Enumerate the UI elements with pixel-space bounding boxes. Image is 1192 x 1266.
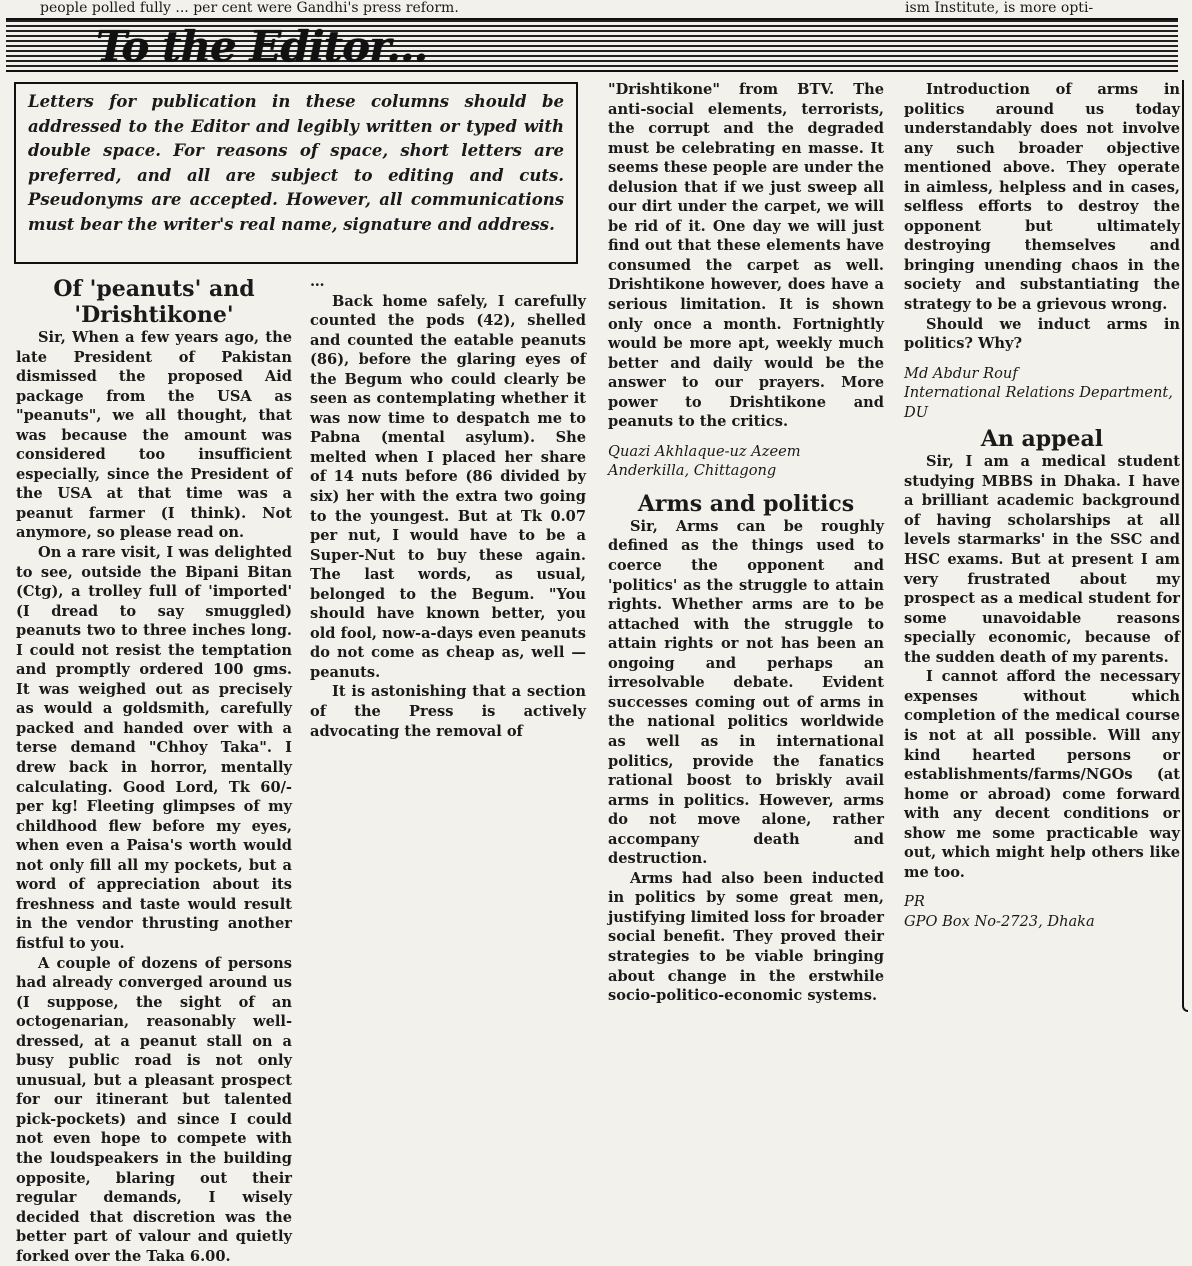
letter-paragraph: On a rare visit, I was delighted to see, outside the Bipani Bitan (Ctg), a trolley full of 'imported' (I dread to say smuggled) peanuts two to three inches long. I could not resist the temptation and promptly ordered 100 gms. It was weighed out as precisely as would a goldsmith, carefully packed and handed over with a terse demand "Chhoy Taka". I drew back in horror, mentally calculating. Good Lord, Tk 60/- per kg! Fleeting glimpses of my childhood flew before my eyes, when even a Paisa's worth would not only fill all my pockets, but a word of appreciation about its freshness and taste would result in the vendor thrusting another fistful to you.: [16, 544, 292, 952]
letter-paragraph: Introduction of arms in politics around us today understandably does not involve any such broader objective mentioned above. They operate in aimless, helpless and in cases, selfless efforts to destroy the opponent but ultimately destroying themselves and bringing unending chaos in the society and substantiating the strategy to be a grievous wrong.: [904, 81, 1180, 314]
letter-paragraph: Should we induct arms in politics? Why?: [904, 315, 1180, 353]
signature-place: Anderkilla, Chittagong: [608, 462, 777, 480]
signature-name: PR: [904, 893, 925, 911]
section-header-band: [6, 18, 1178, 72]
letter-paragraph: Sir, When a few years ago, the late President of Pakistan dismissed the proposed Aid package from the USA as "peanuts", we all thought, that was because the amount was considered too insufficient especially, since the President of the USA at that time was a peanut farmer (I think). Not anymore, so please read on.: [16, 329, 292, 542]
column-4: [904, 80, 1180, 931]
top-fragment-left: people polled fully ... per cent were Gandhi's press reform.: [40, 0, 459, 16]
previous-article-fragment: [0, 0, 1192, 17]
top-fragment-right: ism Institute, is more opti-: [905, 0, 1094, 16]
signature-name: Md Abdur Rouf: [904, 364, 1018, 382]
letter-paragraph: It is astonishing that a section of the Press is actively advocating the removal of: [310, 683, 586, 740]
column-3: [608, 80, 884, 1006]
letter-paragraph: A couple of dozens of persons had already converged around us (I suppose, the sight of an octogenarian, reasonably well-dressed, at a peanut stall on a busy public road is not only unusual, but a pleasant prospect for our itinerant but talented pick-pockets) and since I could not even hope to compete with the loudspeakers in the building opposite, blaring out their regular demands, I wisely decided that discretion was the better part of valour and quietly forked over the Taka 6.00.: [16, 954, 292, 1265]
letter-paragraph: Sir, I am a medical student studying MBBS in Dhaka. I have a brilliant academic background of having scholarships at all levels starmarks' in the SSC and HSC exams. But at present I am very frustrated about my prospect as a medical student for some unavoidable reasons specially economic, because of the sudden death of my parents.: [904, 453, 1180, 666]
letter-paragraph: Back home safely, I carefully counted the pods (42), shelled and counted the eatable peanuts (86), before the glaring eyes of the Begum who could clearly be seen as contemplating whether it was now time to despatch me to Pabna (mental asylum). She melted when I placed her share of 14 nuts before (86 divided by six) her with the extra two going to the youngest. But at Tk 0.07 per nut, I would have to be a Super-Nut to buy these again. The last words, as usual, belonged to the Begum. "You should have known better, you old fool, now-a-days even peanuts do not come as cheap as, well — peanuts.: [310, 292, 586, 681]
column-1: [16, 276, 292, 1265]
section-title: To the Editor...: [96, 22, 428, 71]
editorial-notice-box: Letters for publication in these columns should be addressed to the Editor and legibly written or typed with double space. For reasons of space, short letters are preferred, and all are subject to editing and cuts. Pseudonyms are accepted. However, all communications must bear the writer's real name, signature and address.: [14, 82, 578, 264]
column-2: [310, 272, 586, 741]
letter-paragraph: Sir, Arms can be roughly defined as the things used to coerce the opponent and 'politics' as the struggle to attain rights. Whether arms are to be attached with the struggle to attain rights or not has been an ongoing and perhaps an irresolvable debate. Evident successes coming out of arms in the national politics worldwide as well as in international politics, provide the fanatics rational boost to briskly avail arms in politics. However, arms do not move alone, rather accompany death and destruction.: [608, 517, 884, 868]
signature-place: GPO Box No-2723, Dhaka: [904, 912, 1095, 930]
letter-paragraph: Arms had also been inducted in politics by some great men, justifying limited loss for broader social benefit. They proved their strategies to be viable bringing about change in the erstwhile socio-politico-economic systems.: [608, 869, 884, 1005]
signature-place: International Relations Department, DU: [904, 384, 1173, 421]
letter-paragraph: "Drishtikone" from BTV. The anti-social elements, terrorists, the corrupt and the degraded must be celebrating en masse. It seems these people are under the delusion that if we just sweep all our dirt under the carpet, we will be rid of it. One day we will just find out that these elements have consumed the carpet as well. Drishtikone however, does have a serious limitation. It is shown only once a month. Fortnightly would be more apt, weekly much better and daily would be the answer to our prayers. More power to Drishtikone and peanuts to the critics.: [608, 81, 884, 431]
letter-title-appeal: An appeal: [980, 426, 1104, 453]
letter-paragraph-continued: …: [310, 273, 325, 290]
letter-paragraph: I cannot afford the necessary expenses without which completion of the medical course is not at all possible. Will any kind hearted persons or establishments/farms/NGOs (at home or abroad) come forward with any decent conditions or show me some practicable way out, which might help others like me too.: [904, 668, 1180, 881]
letter-title-arms: Arms and politics: [637, 490, 855, 517]
letter-title-peanuts: Of 'peanuts' and 'Drishtikone': [53, 276, 255, 328]
signature-name: Quazi Akhlaque-uz Azeem: [608, 442, 801, 460]
page-border-rule: [1182, 80, 1188, 1012]
